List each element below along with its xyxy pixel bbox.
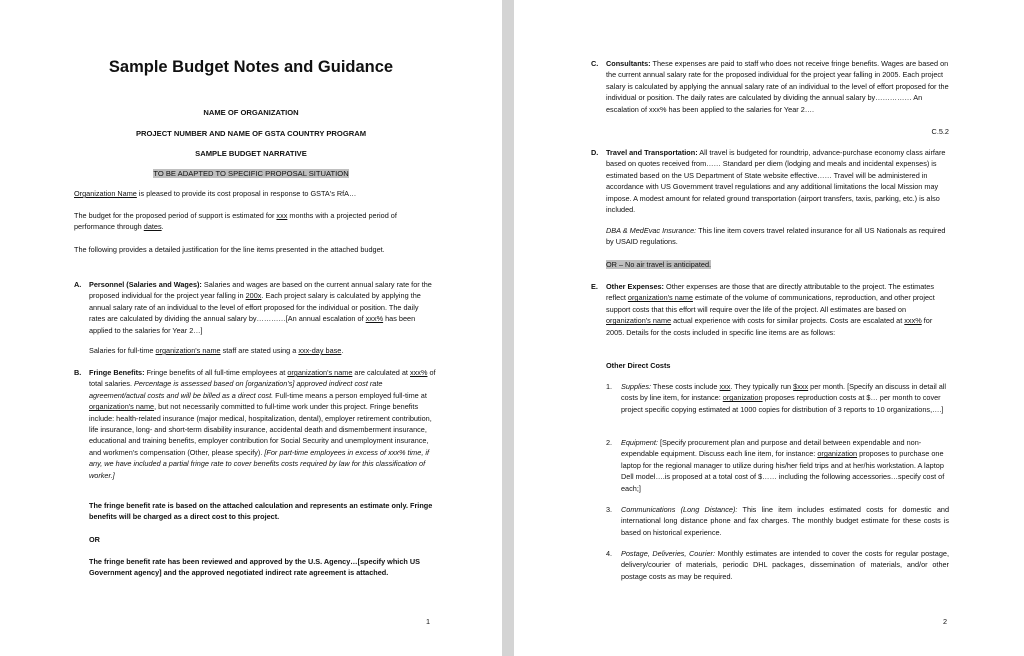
item-2-u1: organization [817, 449, 858, 459]
section-e-text-1: Other expenses are those that are directly attributable to the project. The estimates reflect [606, 282, 934, 303]
item-3-head: Communications (Long Distance): [621, 505, 738, 514]
section-b-text-3: of total salaries. [89, 368, 436, 389]
item-2-equipment [621, 437, 949, 494]
section-b-org-2: organization's name [89, 402, 155, 412]
intro-paragraph-1 [74, 188, 436, 199]
insurance-paragraph [606, 225, 949, 248]
narrative-heading: SAMPLE BUDGET NARRATIVE [195, 149, 307, 158]
section-a-letter: A. [74, 280, 82, 289]
salaries-text-2: staff are stated using a [220, 346, 299, 355]
section-c-label: Consultants: [606, 59, 651, 68]
section-c-consultants [606, 58, 949, 115]
section-a-text-3: has been applied to the salaries for Year 2…] [89, 314, 416, 335]
section-d-text: All travel is budgeted for roundtrip, advance-purchase economy class airfare based on quotes received from…… Standard per diem (lodging and meals and incidental expenses) is estimated based on the US Department of State website effective…… Travel will be administered in accordance with US Government travel regulations and any additional limitations the local Mission may impose. A modest amount for related ground transportation (airport transfers, taxis, parking, etc.) is also included. [606, 148, 946, 215]
item-2-number: 2. [606, 438, 613, 447]
item-2-text-2: proposes to purchase one laptop for the regional manager to utilize during his/her field trips and at her/his workstation. A laptop Dell model….is proposed at a total cost of $…… including the following accessories…specify cost of each;] [621, 449, 945, 493]
section-b-fringe [89, 367, 436, 481]
section-c-text: These expenses are paid to staff who does not receive fringe benefits. Wages are based on the current annual salary rate for the proposed individual for the project year falling in 2005. Each project salary is calculated by applying the annual salary rate of an individual to the level of effort proposed for the individual or position. The daily rates are calculated by dividing the annual salary by…………… An escalation of xxx% has been applied to the salaries for Year 2…. [606, 59, 949, 114]
item-4-text-1: Monthly estimates are intended to cover the costs for regular postage, delivery/courier of materials, periodic DHL packages, dissemination of materials, and/or other postage costs as may be required. [621, 549, 949, 581]
section-a-label: Personnel (Salaries and Wages): [89, 280, 202, 289]
section-c-reference: C.5.2 [931, 127, 949, 136]
section-b-text-1: Fringe benefits of all full-time employees at [144, 368, 288, 377]
section-a-text-1: Salaries and wages are based on the current annual salary rate for the proposed individual for the project year falling in [89, 280, 432, 301]
intro-2-months: xxx [276, 211, 288, 220]
item-1-number: 1. [606, 382, 613, 391]
section-a-escalation: xxx% [365, 314, 384, 324]
item-1-u3: organization [722, 393, 763, 403]
salaries-org-name: organization's name [155, 346, 221, 355]
insurance-label: DBA & MedEvac Insurance: [606, 226, 697, 235]
intro-2-text-b: months with a projected period of performance through [74, 211, 397, 232]
section-e-text-2: estimate of the volume of communications, reproduction, and other project support costs that this effort will require over the life of the project. All estimates are based on [606, 293, 935, 314]
no-air-travel-text: OR – No air travel is anticipated. [606, 260, 712, 269]
fringe-estimate-note: The fringe benefit rate is based on the attached calculation and represents an estimate only. Fringe benefits will be charged as a direct cost to this project. [89, 501, 433, 522]
section-d-travel [606, 147, 949, 215]
project-heading: PROJECT NUMBER AND NAME OF GSTA COUNTRY PROGRAM [135, 129, 367, 138]
insurance-text: This line item covers travel related insurance for all US Nationals as required by USAID regulations. [606, 226, 946, 247]
section-a-text-2: . Each project salary is calculated by applying the annual salary rate of an individual to the level of effort proposed for the individual or position. The daily rates are calculated by dividing the annual salary by…………[An annual escalation of [89, 291, 421, 324]
section-d-label: Travel and Transportation: [606, 148, 698, 157]
section-d-letter: D. [591, 148, 599, 157]
item-2-text-1: [Specify procurement plan and purpose and detail between expendable and non-expendable equipment. Discuss each line item, for instance: [621, 438, 922, 459]
section-b-org-1: organization's name [287, 368, 353, 377]
page-number-1: 1 [426, 617, 431, 626]
item-4-postage [621, 548, 949, 582]
section-c-letter: C. [591, 59, 599, 68]
intro-paragraph-2 [74, 210, 436, 233]
page-separator [502, 0, 514, 656]
item-1-text-1: These costs include [651, 382, 720, 391]
section-a-year: 200x [245, 291, 262, 301]
section-b-text-4: Full-time means a person employed full-time at [273, 390, 427, 400]
section-b-label: Fringe Benefits: [89, 368, 145, 377]
section-e-label: Other Expenses: [606, 282, 664, 291]
item-1-text-2: . They typically run [730, 382, 794, 391]
salaries-day-base: xxx-day base [298, 346, 342, 355]
intro-2-text-c: . [161, 222, 164, 232]
section-e-letter: E. [591, 282, 598, 291]
intro-paragraph-3: The following provides a detailed justification for the line items presented in the attached budget. [74, 245, 385, 254]
item-1-u1: xxx [719, 382, 731, 391]
item-1-text-4: proposes reproduction costs at $… per month to cover project specific copying estimated at 1000 copies for distribution of 3 reports to 10 organizations,….] [621, 393, 944, 414]
salaries-text-1: Salaries for full-time [89, 346, 156, 355]
section-e-org-2: organization's name [606, 316, 672, 326]
item-1-supplies [621, 381, 949, 415]
item-1-text-3: per month. [Specify an discuss in detail all costs by line item, for instance: [621, 382, 947, 403]
section-b-text-5: , but not necessarily committed to full-time work under this project. Fringe benefits include: health-related insurance (major medical, hospitalization, dental), employer retirement contribution, life insurance, long- and short-term disability insurance, accidental death and dismemberment insurance, educational and training benefits, employer contribution for Social Security and unemployment insurance, and workmen's compensation (Other, please specify). [89, 402, 432, 457]
item-2-head: Equipment: [621, 438, 658, 447]
section-b-percent: xxx% [410, 368, 428, 377]
item-4-number: 4. [606, 549, 613, 558]
intro-2-dates: dates [143, 222, 162, 232]
section-a-personnel [89, 279, 436, 336]
fringe-or: OR [89, 535, 100, 544]
no-air-travel-option [606, 259, 949, 270]
other-direct-costs-heading: Other Direct Costs [606, 361, 671, 370]
section-e-org-1: organization's name [627, 293, 693, 303]
page-number-2: 2 [943, 617, 948, 626]
section-b-text-2: are calculated at [352, 368, 410, 377]
intro-1-text: is pleased to provide its cost proposal in response to GSTA's RfA… [136, 189, 357, 198]
section-b-letter: B. [74, 368, 82, 377]
item-1-head: Supplies: [621, 382, 652, 391]
item-4-head: Postage, Deliveries, Courier: [621, 549, 715, 558]
intro-2-text-a: The budget for the proposed period of support is estimated for [74, 211, 277, 220]
item-1-u2: $xxx [793, 382, 809, 391]
organization-name-heading: NAME OF ORGANIZATION [203, 108, 299, 117]
section-e-other-expenses [606, 281, 949, 338]
item-3-text-1: This line item includes estimated costs for domestic and international long distance phone and fax charges. The monthly budget estimate for these costs is based on historical experience. [621, 505, 949, 537]
item-3-communications [621, 504, 949, 538]
fringe-approved-note: The fringe benefit rate has been reviewed and approved by the U.S. Agency…[specify which US Government agency] and the approved negotiated indirect rate agreement is attached. [89, 557, 421, 578]
document-title: Sample Budget Notes and Guidance [108, 58, 394, 76]
section-e-text-4: for 2005. Details for the costs included in specific line items are as follows: [606, 316, 933, 337]
section-b-italic-2: [For part-time employees in excess of xxx% time, if any, we have included a partial fringe rate to cover benefits costs required by law for this classification of worker.] [89, 447, 430, 480]
item-3-number: 3. [606, 505, 613, 514]
section-e-rate: xxx% [904, 316, 922, 326]
section-b-italic-1: Percentage is assessed based on [organization's] approved indirect cost rate agreement/actual costs and will be billed as a direct cost. [89, 379, 383, 400]
section-e-text-3: actual experience with costs for similar projects. Costs are escalated at [671, 316, 905, 326]
section-a-salaries-note [89, 345, 436, 356]
salaries-text-3: . [341, 346, 344, 355]
adapted-note: TO BE ADAPTED TO SPECIFIC PROPOSAL SITUATION [153, 169, 349, 178]
org-name-link: Organization Name [74, 189, 137, 198]
